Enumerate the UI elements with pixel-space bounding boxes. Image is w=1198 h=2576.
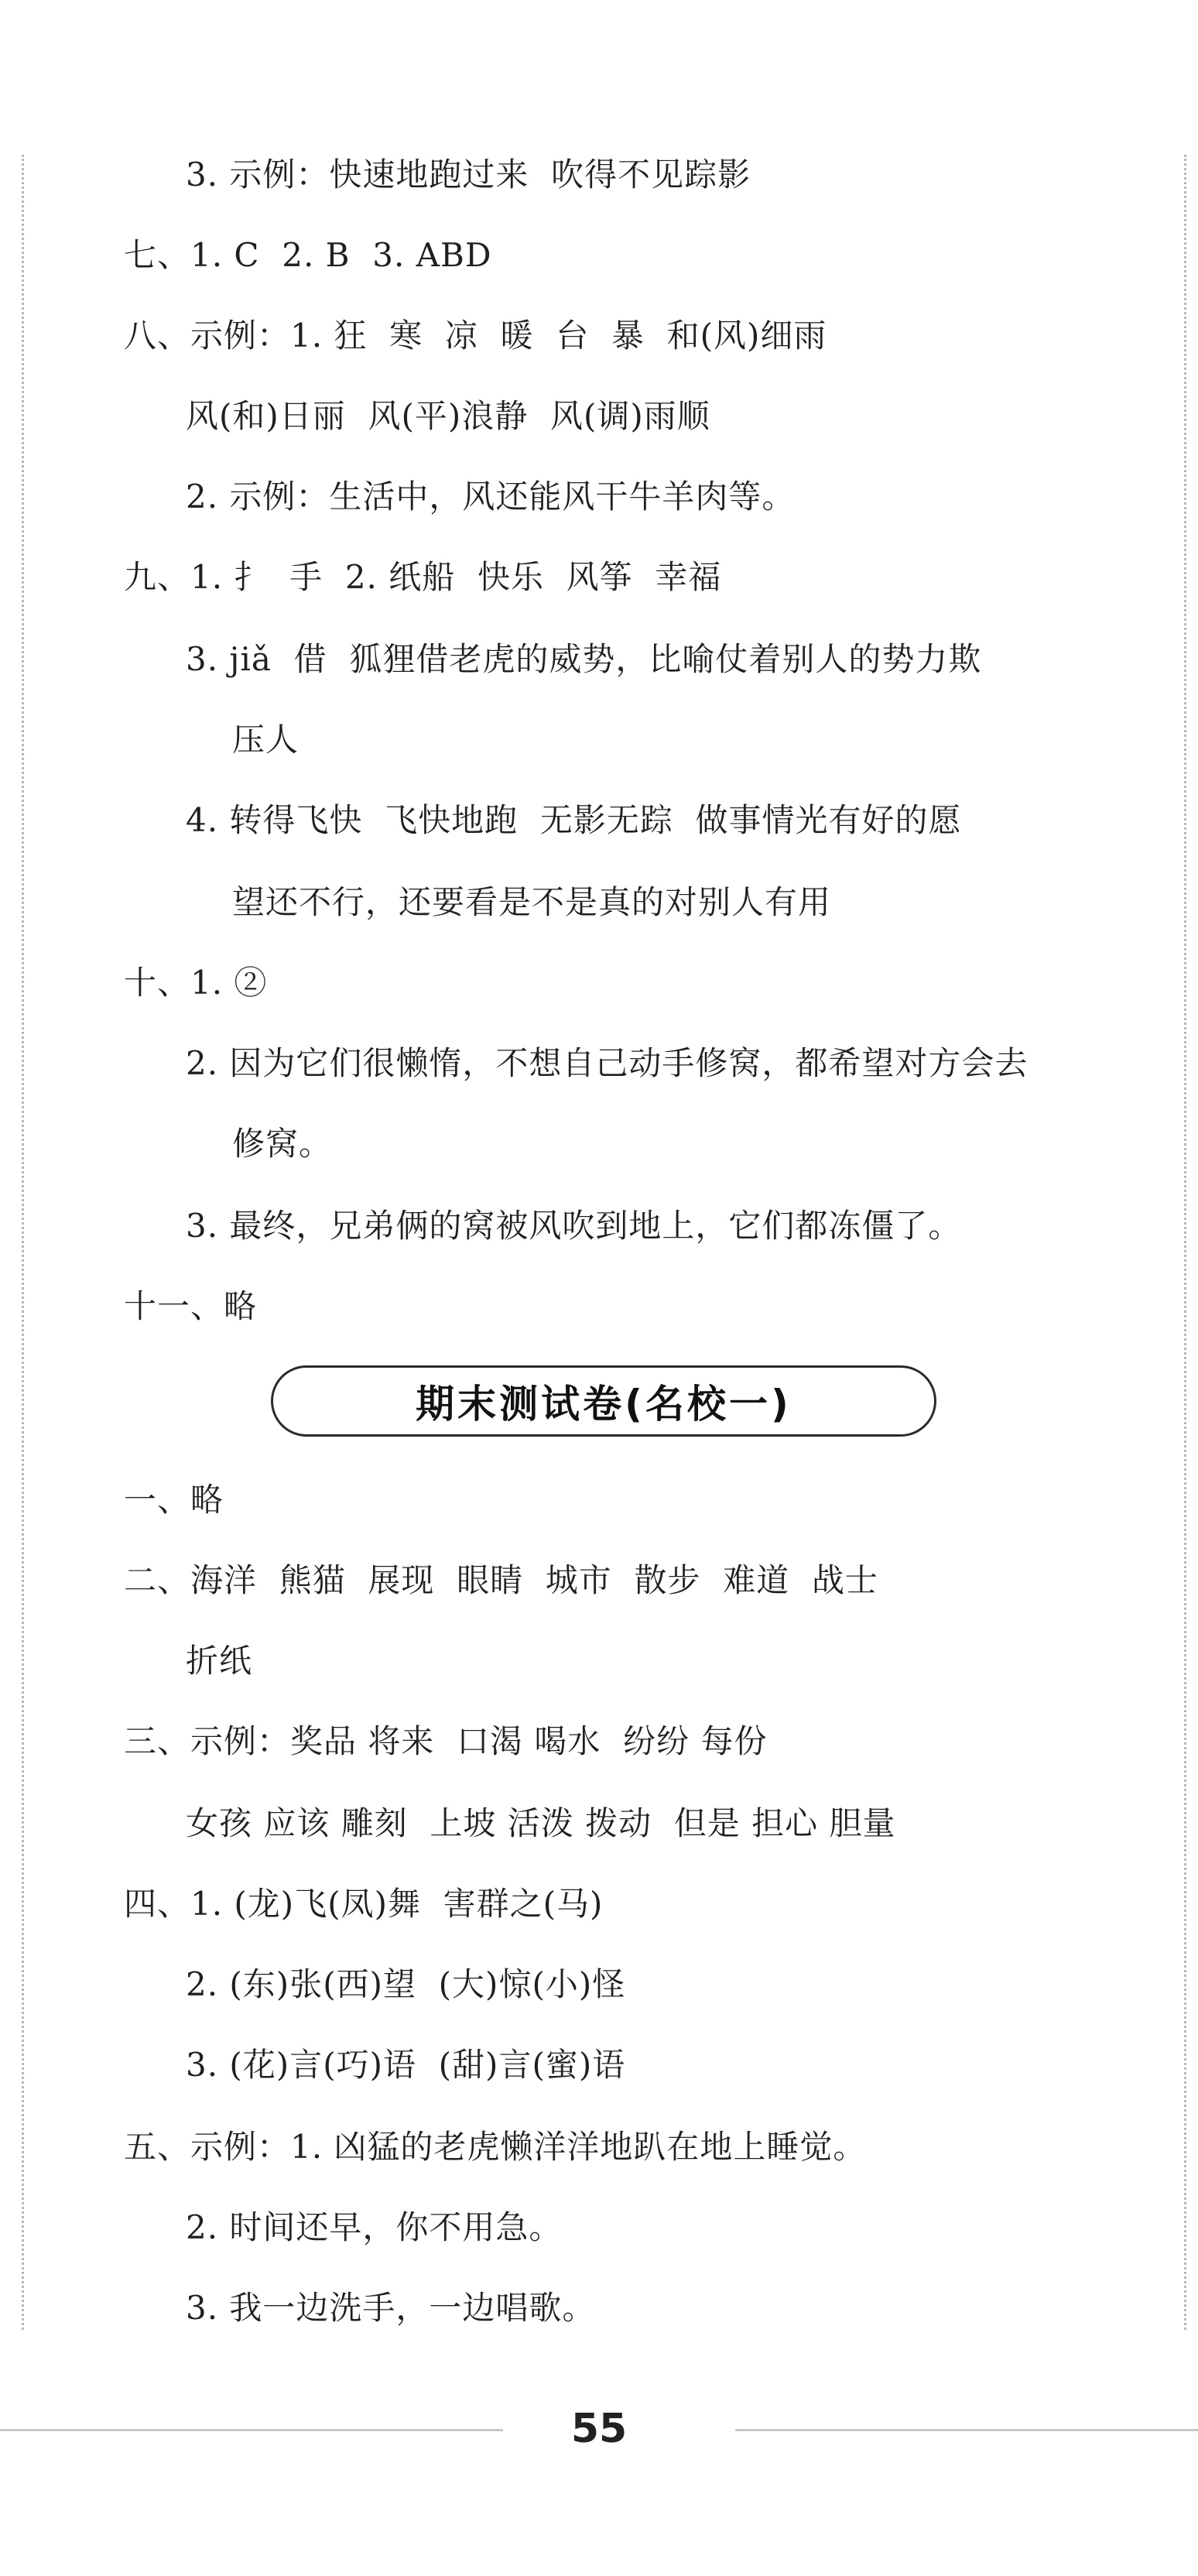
answer-line-9-1: 九、1. 扌 手 2. 纸船 快乐 风筝 幸福 [124,558,722,596]
page-number: 55 [570,2406,628,2452]
exam-answer-5-3: 3. 我一边洗手，一边唱歌。 [186,2289,596,2327]
exam-answer-3-cont: 女孩 应该 雕刻 上坡 活泼 拨动 但是 担心 胆量 [186,1804,896,1842]
section-title-box [271,1365,936,1437]
answer-line-10-2: 2. 因为它们很懒惰，不想自己动手修窝，都希望对方会去 [186,1044,1029,1082]
section-title: 期末测试卷(名校一) [416,1382,792,1427]
answer-line-8-1: 八、示例：1. 狂 寒 凉 暖 台 暴 和(风)细雨 [124,317,827,355]
exam-answer-5-2: 2. 时间还早，你不用急。 [186,2208,563,2246]
answer-line-10-3: 3. 最终，兄弟俩的窝被风吹到地上，它们都冻僵了。 [186,1207,962,1245]
exam-answer-3: 三、示例：奖品 将来 口渴 喝水 纷纷 每份 [124,1722,768,1760]
answer-line-7: 七、1. C 2. B 3. ABD [124,236,492,274]
right-margin-dotted-line [1184,155,1186,2330]
answer-line-9-4-cont: 望还不行，还要看是不是真的对别人有用 [232,883,832,921]
exam-answer-5-1: 五、示例：1. 凶猛的老虎懒洋洋地趴在地上睡觉。 [124,2128,867,2166]
answer-line-6-3: 3. 示例：快速地跑过来 吹得不见踪影 [186,156,751,194]
left-margin-dotted-line [22,155,24,2330]
exam-answer-2: 二、海洋 熊猫 展现 眼睛 城市 散步 难道 战士 [124,1561,878,1599]
answer-line-9-3-cont: 压人 [232,721,300,759]
exam-answer-4-2: 2. (东)张(西)望 (大)惊(小)怪 [186,1965,626,2003]
exam-answer-1: 一、略 [124,1481,224,1519]
answer-line-9-4: 4. 转得飞快 飞快地跑 无影无踪 做事情光有好的愿 [186,801,962,839]
exam-answer-2-cont: 折纸 [186,1642,253,1680]
answer-line-9-3: 3. jiǎ 借 狐狸借老虎的威势，比喻仗着别人的势力欺 [186,640,982,678]
answer-line-11: 十一、略 [124,1287,258,1325]
exam-answer-4-3: 3. (花)言(巧)语 (甜)言(蜜)语 [186,2046,626,2084]
answer-line-10-2-cont: 修窝。 [232,1125,333,1163]
answer-line-8-2: 2. 示例：生活中，风还能风干牛羊肉等。 [186,478,796,516]
answer-line-8-1-cont: 风(和)日丽 风(平)浪静 风(调)雨顺 [186,397,710,435]
answer-line-10-1: 十、1. ② [124,964,268,1002]
exam-answer-4-1: 四、1. (龙)飞(凤)舞 害群之(马) [124,1885,604,1923]
